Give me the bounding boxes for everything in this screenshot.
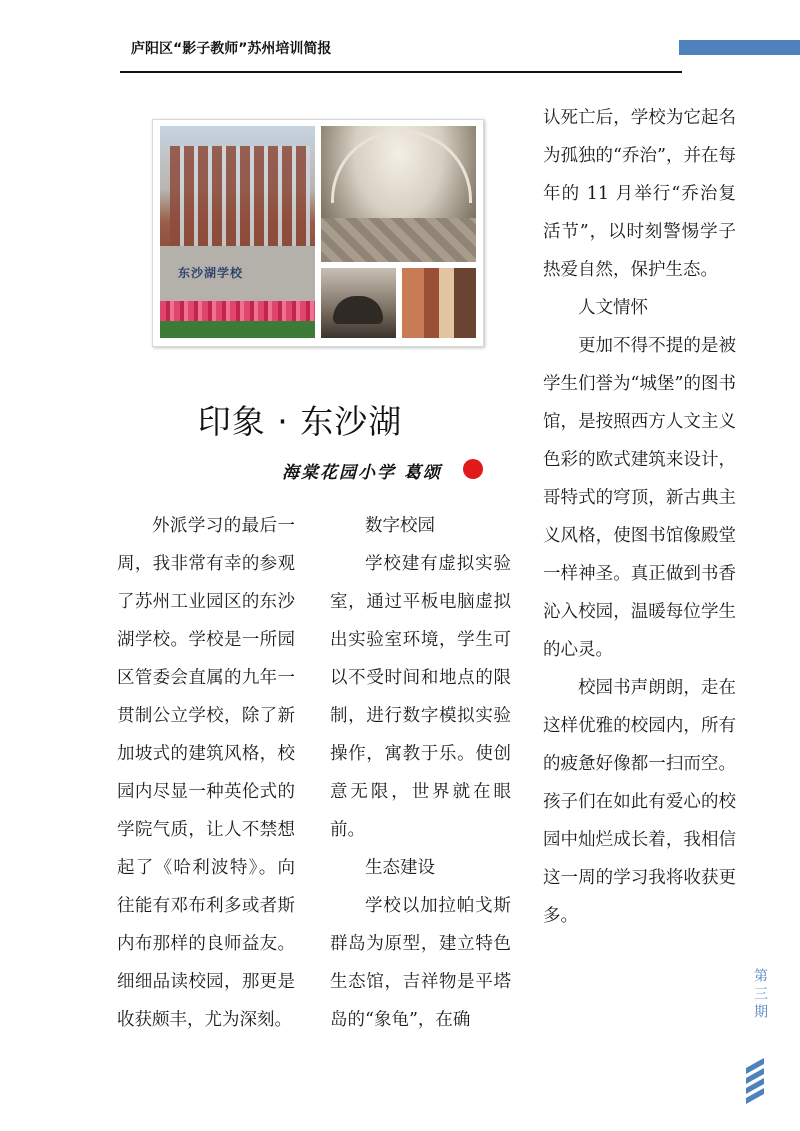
photo-collage xyxy=(152,119,484,347)
article-author: 海棠花园小学 葛颂 xyxy=(282,463,442,483)
paragraph: 外派学习的最后一周，我非常有幸的参观了苏州工业园区的东沙湖学校。学校是一所园区管委会直属的九年一贯制公立学校，除了新加坡式的建筑风格，校园内尽显一种英伦式的学院气质，让人不禁想起了《哈利波特》。向往能有邓布利多或者斯内布那样的良师益友。细细品读校园，那更是收获颇丰，尤为深刻。 xyxy=(117,516,295,1030)
paragraph: 学校以加拉帕戈斯群岛为原型，建立特色生态馆，吉祥物是平塔岛的“象龟”，在确 xyxy=(330,896,511,1030)
stripes-decoration-icon xyxy=(742,1058,768,1104)
section-heading-humanities: 人文情怀 xyxy=(578,298,648,318)
school-building xyxy=(170,146,310,246)
paragraph-continued: 认死亡后，学校为它起名为孤独的“乔治”，并在每年的 11 月举行“乔治复活节”，以时刻警惕学子热爱自然，保护生态。 xyxy=(543,108,736,280)
library-hall-photo xyxy=(321,126,476,262)
section-heading-digital-campus: 数字校园 xyxy=(365,516,435,536)
paragraph: 更加不得不提的是被学生们誉为“城堡”的图书馆，是按照西方人文主义色彩的欧式建筑来设计，哥特式的穹顶，新古典主义风格，使图书馆像殿堂一样神圣。真正做到书香沁入校园，温暖每位学生的心灵。 xyxy=(543,336,736,660)
turtle-statue xyxy=(333,296,383,324)
campus-gate-photo xyxy=(160,126,315,338)
lawn xyxy=(160,321,315,338)
text-column-3 xyxy=(543,99,736,935)
paragraph: 校园书声朗朗，走在这样优雅的校园内，所有的疲惫好像都一扫而空。孩子们在如此有爱心的校园中灿烂成长着，我相信这一周的学习我将收获更多。 xyxy=(543,678,736,926)
text-column-1 xyxy=(117,507,295,1039)
header-divider xyxy=(120,71,682,73)
flower-bed xyxy=(160,301,315,321)
library-corner-photo xyxy=(402,268,476,338)
issue-number: 第三期 xyxy=(752,968,768,1022)
section-heading-ecology: 生态建设 xyxy=(365,858,435,878)
vaulted-ceiling xyxy=(331,130,472,203)
text-column-2 xyxy=(330,507,511,1039)
red-dot-icon xyxy=(463,459,483,479)
turtle-statue-photo xyxy=(321,268,396,338)
school-sign: 东沙湖学校 xyxy=(178,266,244,280)
paragraph: 学校建有虚拟实验室，通过平板电脑虚拟出实验室环境，学生可以不受时间和地点的限制，进行数字模拟实验操作，寓教于乐。使创意无限，世界就在眼前。 xyxy=(330,554,511,840)
hall-floor xyxy=(321,218,476,262)
article-title: 印象 · 东沙湖 xyxy=(197,402,403,441)
header-accent-bar xyxy=(679,40,800,55)
newsletter-title: 庐阳区“影子教师”苏州培训简报 xyxy=(131,41,332,57)
